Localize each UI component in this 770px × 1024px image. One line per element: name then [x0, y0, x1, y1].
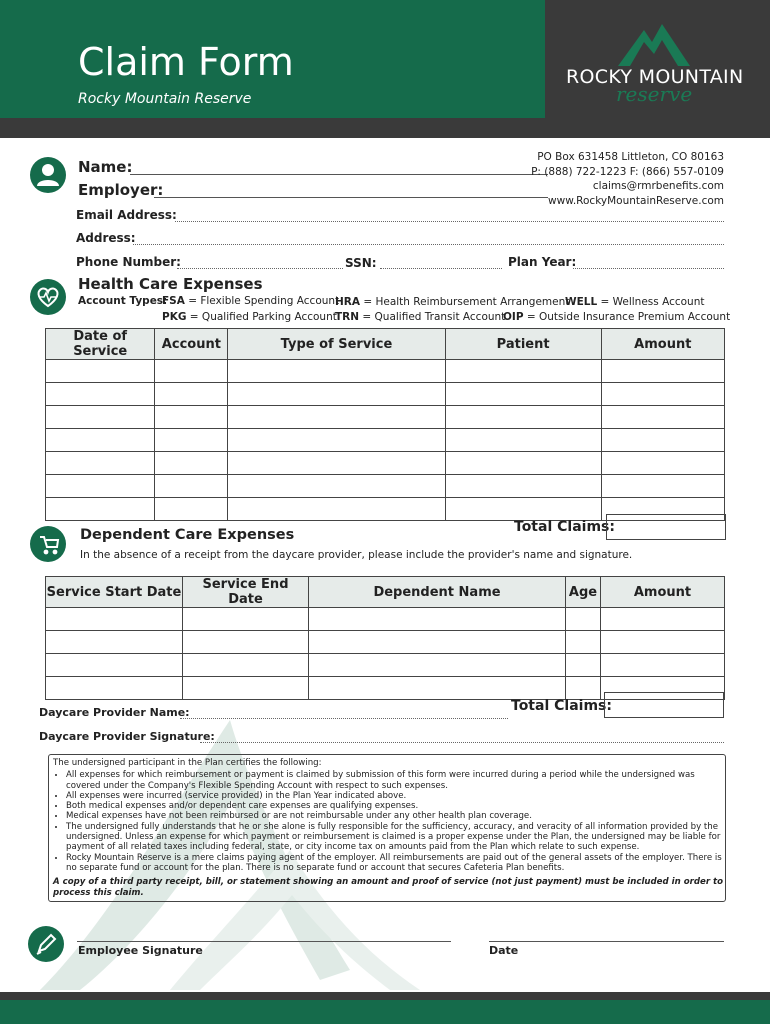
column-amount: Amount	[601, 329, 724, 360]
table-cell[interactable]	[601, 654, 725, 677]
account-type-trn: TRN = Qualified Transit Account	[335, 311, 506, 323]
table-cell[interactable]	[155, 429, 228, 452]
table-row	[46, 360, 725, 383]
table-cell[interactable]	[228, 429, 445, 452]
table-row	[46, 608, 725, 631]
table-cell[interactable]	[155, 360, 228, 383]
name-label: Name:	[78, 158, 133, 176]
address-label: Address:	[76, 231, 136, 245]
table-row	[46, 383, 725, 406]
table-cell[interactable]	[155, 452, 228, 475]
page-title: Claim Form	[78, 40, 294, 84]
table-cell[interactable]	[601, 475, 724, 498]
account-type-well: WELL = Wellness Account	[565, 296, 705, 308]
table-header-row	[46, 329, 725, 360]
table-cell[interactable]	[155, 498, 228, 521]
provider-name-label: Daycare Provider Name:	[39, 706, 190, 719]
page-subtitle: Rocky Mountain Reserve	[78, 91, 252, 107]
table-cell[interactable]	[46, 429, 155, 452]
certification-list	[49, 770, 725, 873]
health-expense-table	[45, 328, 725, 521]
certification-box	[48, 754, 726, 902]
table-cell[interactable]	[566, 677, 601, 700]
contact-address: PO Box 631458 Littleton, CO 80163	[537, 151, 724, 163]
list-item: • Medical expenses have not been reimbursed or are not reimbursable under any other health plan coverage.	[66, 811, 725, 821]
heart-monitor-icon	[30, 279, 66, 315]
contact-phone: P: (888) 722-1223 F: (866) 557-0109	[531, 166, 724, 178]
name-field[interactable]	[130, 174, 548, 175]
table-cell[interactable]	[601, 360, 724, 383]
table-header-row	[46, 577, 725, 608]
address-field[interactable]	[133, 244, 724, 245]
table-cell[interactable]	[46, 360, 155, 383]
table-cell[interactable]	[309, 677, 566, 700]
account-type-hra: HRA = Health Reimbursement Arrangement	[335, 296, 570, 308]
email-field[interactable]	[175, 221, 724, 222]
logo-script: reserve	[616, 82, 693, 106]
table-cell[interactable]	[445, 475, 601, 498]
logo-wordmark: ROCKY MOUNTAIN	[566, 66, 744, 88]
table-cell[interactable]	[155, 383, 228, 406]
employer-label: Employer:	[78, 181, 164, 199]
email-label: Email Address:	[76, 208, 177, 222]
table-cell[interactable]	[445, 498, 601, 521]
pen-icon	[28, 926, 64, 962]
table-cell[interactable]	[46, 383, 155, 406]
table-cell[interactable]	[445, 429, 601, 452]
table-row	[46, 631, 725, 654]
plan-year-field[interactable]	[573, 268, 724, 269]
list-item: • Rocky Mountain Reserve is a mere claims paying agent of the employer. All reimbursements are paid out of the general assets of the employer. There is no separate fund or account for the plan. There is no separate fund or account that secures Cafeteria Plan benefits.	[66, 853, 725, 874]
table-cell[interactable]	[566, 654, 601, 677]
table-cell[interactable]	[601, 631, 725, 654]
date-label: Date	[489, 944, 519, 957]
column-dependent-name: Dependent Name	[309, 577, 566, 608]
footer-band	[0, 1000, 770, 1024]
table-cell[interactable]	[183, 654, 309, 677]
table-cell[interactable]	[155, 406, 228, 429]
phone-label: Phone Number:	[76, 255, 181, 269]
table-cell[interactable]	[228, 406, 445, 429]
employee-signature-field[interactable]	[77, 941, 451, 942]
table-cell[interactable]	[445, 383, 601, 406]
column-amount: Amount	[601, 577, 725, 608]
list-item: • Both medical expenses and/or dependent care expenses are qualifying expenses.	[66, 801, 725, 811]
table-cell[interactable]	[46, 498, 155, 521]
table-cell[interactable]	[309, 654, 566, 677]
dependent-total-label: Total Claims:	[511, 698, 612, 714]
table-cell[interactable]	[228, 452, 445, 475]
table-cell[interactable]	[46, 475, 155, 498]
column-type-of-service: Type of Service	[228, 329, 445, 360]
table-cell[interactable]	[155, 475, 228, 498]
account-types-label: Account Types:	[78, 295, 168, 307]
ssn-field[interactable]	[380, 268, 502, 269]
column-patient: Patient	[445, 329, 601, 360]
column-account: Account	[155, 329, 228, 360]
table-cell[interactable]	[46, 452, 155, 475]
column-service-start-date: Service Start Date	[46, 577, 183, 608]
mountain-logo-icon	[618, 20, 690, 66]
table-cell[interactable]	[601, 383, 724, 406]
dependent-care-note: In the absence of a receipt from the daycare provider, please include the provider's name and signature.	[80, 549, 633, 561]
list-item: • The undersigned fully understands that he or she alone is fully responsible for the sufficiency, accuracy, and veracity of all information provided by the undersigned. Unless an expense for which payment or reimbursement is claimed is a proper expense under the Plan, the undersigned may be liable for payment of all related taxes including federal, state, or city income tax on amounts paid from the Plan which relate to such expense.	[66, 822, 725, 853]
health-total-field[interactable]	[606, 514, 726, 540]
person-icon	[30, 157, 66, 193]
health-total-label: Total Claims:	[514, 519, 615, 535]
footer-strip	[0, 992, 770, 1000]
receipt-note: A copy of a third party receipt, bill, or statement showing an amount and proof of service (not just payment) must be included in order to process this claim.	[53, 877, 724, 898]
table-cell[interactable]	[601, 608, 725, 631]
table-cell[interactable]	[228, 383, 445, 406]
ssn-label: SSN:	[345, 256, 377, 270]
provider-signature-field[interactable]	[200, 742, 724, 743]
provider-name-field[interactable]	[180, 718, 508, 719]
table-cell[interactable]	[309, 608, 566, 631]
health-care-title: Health Care Expenses	[78, 275, 263, 293]
table-cell[interactable]	[46, 631, 183, 654]
column-age: Age	[566, 577, 601, 608]
account-type-pkg: PKG = Qualified Parking Account	[162, 311, 337, 323]
table-cell[interactable]	[445, 406, 601, 429]
dependent-care-title: Dependent Care Expenses	[80, 527, 295, 543]
table-cell[interactable]	[46, 654, 183, 677]
table-cell[interactable]	[228, 498, 445, 521]
employee-signature-label: Employee Signature	[78, 944, 203, 957]
table-cell[interactable]	[183, 677, 309, 700]
table-row	[46, 475, 725, 498]
column-date-of-service: Date of Service	[46, 329, 155, 360]
table-row	[46, 429, 725, 452]
table-cell[interactable]	[566, 608, 601, 631]
table-cell[interactable]	[309, 631, 566, 654]
list-item: • All expenses were incurred (service provided) in the Plan Year indicated above.	[66, 791, 725, 801]
table-cell[interactable]	[183, 608, 309, 631]
account-type-fsa: FSA = Flexible Spending Account	[162, 295, 340, 307]
table-cell[interactable]	[601, 452, 724, 475]
table-cell[interactable]	[228, 360, 445, 383]
table-cell[interactable]	[228, 475, 445, 498]
dependent-expense-table	[45, 576, 725, 700]
dependent-total-field[interactable]	[604, 692, 724, 718]
list-item: • All expenses for which reimbursement or payment is claimed by submission of this form were incurred during a period while the undersigned was covered under the Company's Flexible Spending Account with respect to such expenses.	[66, 770, 725, 791]
table-cell[interactable]	[46, 406, 155, 429]
table-cell[interactable]	[601, 406, 724, 429]
table-cell[interactable]	[46, 677, 183, 700]
table-cell[interactable]	[445, 360, 601, 383]
table-cell[interactable]	[46, 608, 183, 631]
date-field[interactable]	[489, 941, 724, 942]
account-type-oip: OIP = Outside Insurance Premium Account	[503, 311, 731, 323]
table-row	[46, 452, 725, 475]
table-cell[interactable]	[183, 631, 309, 654]
column-service-end-date: Service End Date	[183, 577, 309, 608]
header-strip	[0, 118, 770, 138]
table-cell[interactable]	[445, 452, 601, 475]
table-row	[46, 406, 725, 429]
table-cell[interactable]	[601, 429, 724, 452]
stroller-icon	[30, 526, 66, 562]
table-cell[interactable]	[566, 631, 601, 654]
phone-field[interactable]	[177, 268, 343, 269]
certification-intro: The undersigned participant in the Plan certifies the following:	[53, 758, 322, 768]
employer-field[interactable]	[154, 197, 548, 198]
contact-website: www.RockyMountainReserve.com	[548, 195, 724, 207]
contact-email: claims@rmrbenefits.com	[592, 180, 724, 192]
plan-year-label: Plan Year:	[508, 255, 577, 269]
table-row	[46, 654, 725, 677]
provider-signature-label: Daycare Provider Signature:	[39, 730, 215, 743]
